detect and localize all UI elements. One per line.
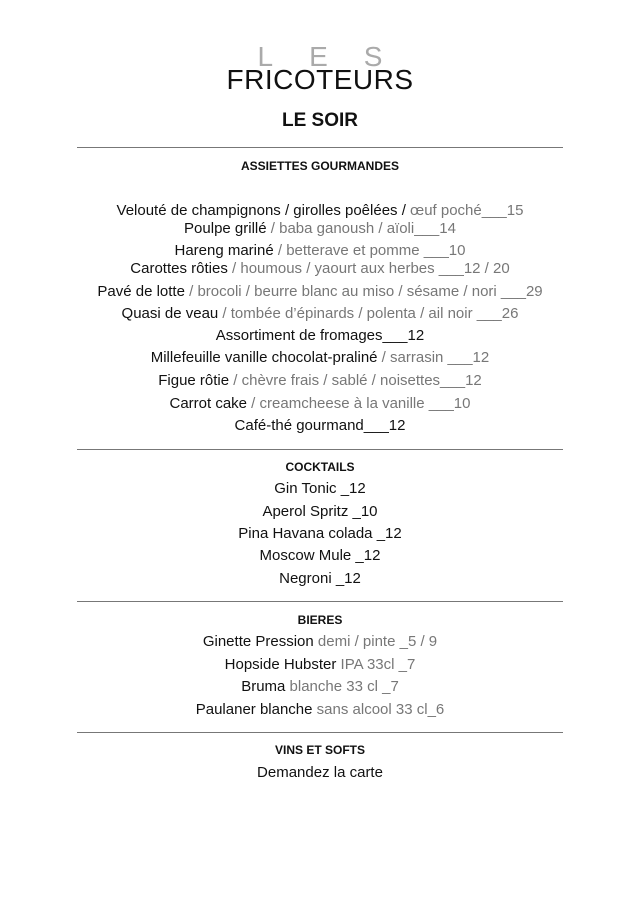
divider (77, 449, 563, 450)
menu-item (0, 763, 640, 783)
item-description: / chèvre frais / sablé / noisettes___12 (229, 372, 482, 389)
logo-fricoteurs: FRICOTEURS (226, 64, 414, 95)
item-name: Carrot cake (169, 395, 248, 412)
section-heading-cocktails: COCKTAILS (285, 460, 355, 474)
item-name: Pina Havana colada _12 (238, 525, 402, 542)
item-name: Velouté de champignons / girolles poêlées / (116, 202, 406, 219)
item-name: Poulpe grillé (184, 220, 267, 237)
item-name: Café-thé gourmand___12 (234, 417, 406, 434)
item-description: blanche 33 cl _7 (285, 678, 399, 695)
item-description: demi / pinte _5 / 9 (313, 633, 438, 650)
menu-item (0, 348, 640, 368)
item-description: / brocoli / beurre blanc au miso / sésame / nori ___29 (184, 283, 543, 300)
item-name: Pavé de lotte (97, 283, 185, 300)
item-description: IPA 33cl _7 (336, 656, 416, 673)
menu-item (0, 502, 640, 522)
section-heading-bieres: BIERES (297, 613, 343, 627)
menu-item (0, 632, 640, 652)
menu-item (0, 655, 640, 675)
item-name: Figue rôtie (158, 372, 230, 389)
item-name: Quasi de veau (121, 305, 219, 322)
item-name: Aperol Spritz _10 (262, 503, 378, 520)
menu-item (0, 371, 640, 391)
item-description: / houmous / yaourt aux herbes ___12 / 20 (227, 260, 510, 277)
item-name: Millefeuille vanille chocolat-praliné (150, 349, 378, 366)
menu-item (0, 201, 640, 221)
menu-item (0, 700, 640, 720)
item-description: sans alcool 33 cl_6 (312, 701, 445, 718)
menu-item (0, 569, 640, 589)
section-heading-vins: VINS ET SOFTS (274, 743, 365, 757)
menu-item (0, 259, 640, 279)
item-name: Paulaner blanche (195, 701, 313, 718)
section-heading-assiettes: ASSIETTES GOURMANDES (240, 159, 399, 173)
menu-item (0, 282, 640, 302)
divider (77, 601, 563, 602)
menu-title: LE SOIR (281, 110, 358, 131)
item-name: Hopside Hubster (224, 656, 337, 673)
item-description: / sarrasin ___12 (377, 349, 490, 366)
item-description: œuf poché___15 (405, 202, 524, 219)
menu-item (0, 326, 640, 346)
item-name: Moscow Mule _12 (259, 547, 381, 564)
divider (77, 732, 563, 733)
logo-les: LES (257, 41, 419, 72)
item-name: Negroni _12 (279, 570, 361, 587)
item-name: Ginette Pression (202, 633, 314, 650)
item-name: Assortiment de fromages___12 (215, 327, 425, 344)
item-description: / creamcheese à la vanille ___10 (247, 395, 471, 412)
divider (77, 147, 563, 148)
menu-item (0, 219, 640, 239)
menu-item (0, 304, 640, 324)
menu-item (0, 416, 640, 436)
item-name: Demandez la carte (257, 764, 383, 781)
menu-item (0, 394, 640, 414)
menu-item (0, 677, 640, 697)
menu-item (0, 524, 640, 544)
item-description: / betterave et pomme ___10 (273, 242, 466, 259)
menu-item (0, 546, 640, 566)
item-name: Gin Tonic _12 (274, 480, 366, 497)
item-name: Carottes rôties (130, 260, 228, 277)
item-name: Bruma (241, 678, 286, 695)
menu-item (0, 241, 640, 261)
item-name: Hareng mariné (174, 242, 274, 259)
item-description: / baba ganoush / aïoli___14 (266, 220, 456, 237)
item-description: / tombée d’épinards / polenta / ail noir ___26 (218, 305, 519, 322)
menu-item (0, 479, 640, 499)
